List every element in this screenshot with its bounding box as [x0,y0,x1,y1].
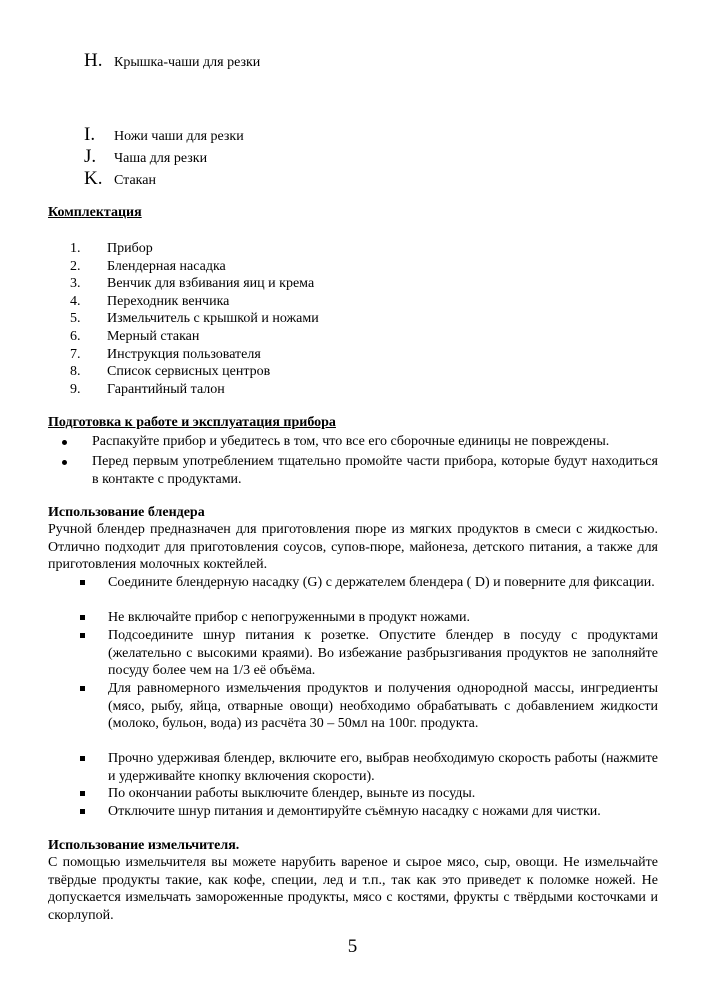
part-letter: J. [84,146,97,167]
kit-list [70,240,630,398]
bullet-text: Не включайте прибор с непогруженными в продукт ножами. [108,610,471,625]
list-text: Список сервисных центров [107,364,271,380]
list-item [70,275,630,293]
part-text: Ножи чаши для резки [114,129,244,144]
list-number: 6. [70,328,81,344]
list-number: 2. [70,258,81,274]
list-item [70,310,630,328]
chopper-intro: С помощью измельчителя вы можете нарубить вареное и сырое мясо, сыр, овощи. Не измельчайте твёрдые продукты такие, как кофе, специи, лед и т.п., так как это приведет к поломке ножей. Не допускается измельчать замороженные продукты, мясо с костями, фрукты с твёрдыми косточками и скорлупой. [48,855,658,923]
part-letter: K. [84,168,103,189]
list-number: 3. [70,276,81,292]
bullet-text: Распакуйте прибор и убедитесь в том, что все его сборочные единицы не повреждены. [92,434,610,449]
list-number: 5. [70,311,81,327]
blender-bullet-item [108,627,658,680]
blender-intro: Ручной блендер предназначен для приготовления пюре из мягких продуктов в смеси с жидкостью. Отлично подходит для приготовления соусов, супов-пюре, майонеза, детского питания, а также для приготовления молочных коктейлей. [48,522,658,572]
list-number: 4. [70,293,81,309]
list-item [70,293,630,311]
list-text: Блендерная насадка [107,258,226,274]
prep-heading: Подготовка к работе и эксплуатация прибора [48,415,336,430]
part-item-j [84,146,207,168]
bullet-square-icon [80,615,85,620]
list-text: Измельчитель с крышкой и ножами [107,311,319,327]
bullet-square-icon [80,580,85,585]
list-text: Прибор [107,241,153,256]
blender-heading: Использование блендера [48,505,205,520]
bullet-square-icon [80,809,85,814]
list-item [70,363,630,381]
blender-bullet-item [108,574,658,592]
part-item-k [84,168,156,190]
part-item-i [84,124,244,146]
part-item-h [84,50,260,72]
part-letter: H. [84,50,103,71]
list-item [70,346,630,364]
bullet-dot-icon [62,460,67,465]
bullet-square-icon [80,633,85,638]
bullet-text: Прочно удерживая блендер, включите его, выбрав необходимую скорость работы (нажмите и удерживайте кнопку включения скорости). [108,751,658,784]
bullet-square-icon [80,686,85,691]
page-number: 5 [347,936,358,957]
blender-bullet-item [108,803,658,821]
bullet-text: По окончании работы выключите блендер, выньте из посуды. [108,786,476,801]
list-number: 9. [70,381,81,397]
list-text: Инструкция пользователя [107,346,261,362]
blender-bullet-item [108,750,658,785]
list-number: 7. [70,346,81,362]
chopper-heading: Использование измельчителя. [48,838,240,853]
prep-bullet-item [92,453,658,488]
list-item [70,328,630,346]
list-text: Переходник венчика [107,293,230,309]
list-number: 8. [70,364,81,380]
bullet-dot-icon [62,440,67,445]
bullet-square-icon [80,791,85,796]
list-item [70,240,630,258]
prep-bullet-item [92,433,658,451]
bullet-square-icon [80,756,85,761]
list-text: Гарантийный талон [107,381,225,397]
part-text: Стакан [114,173,156,188]
blender-bullet-item [108,609,658,627]
bullet-text: Для равномерного измельчения продуктов и получения однородной массы, ингредиенты (мясо, рыбу, яйца, отварные овощи) необходимо обрабатывать с добавлением жидкости (молоко, бульон, вода) из расчёта 30 – 50мл на 100г. продукта. [108,681,658,731]
part-text: Крышка-чаши для резки [114,55,261,70]
part-letter: I. [84,124,96,145]
part-text: Чаша для резки [114,151,208,166]
list-text: Мерный стакан [107,328,200,344]
bullet-text: Отключите шнур питания и демонтируйте съёмную насадку с ножами для чистки. [108,804,601,819]
kit-heading: Комплектация [48,205,142,220]
list-number: 1. [70,241,81,256]
blender-bullet-item [108,680,658,733]
list-item [70,258,630,276]
blender-bullet-item [108,785,658,803]
list-text: Венчик для взбивания яиц и крема [107,276,315,292]
list-item [70,381,630,399]
bullet-text: Подсоедините шнур питания к розетке. Опустите блендер в посуду с продуктами (желательно с высокими краями). Во избежание разбрызгивания продуктов не заполняйте посуду более чем на 1/3 её объёма. [108,628,658,678]
bullet-text: Соедините блендерную насадку (G) с держателем блендера ( D) и поверните для фиксации. [108,575,655,590]
bullet-text: Перед первым употреблением тщательно промойте части прибора, которые будут находиться в контакте с продуктами. [92,454,658,487]
